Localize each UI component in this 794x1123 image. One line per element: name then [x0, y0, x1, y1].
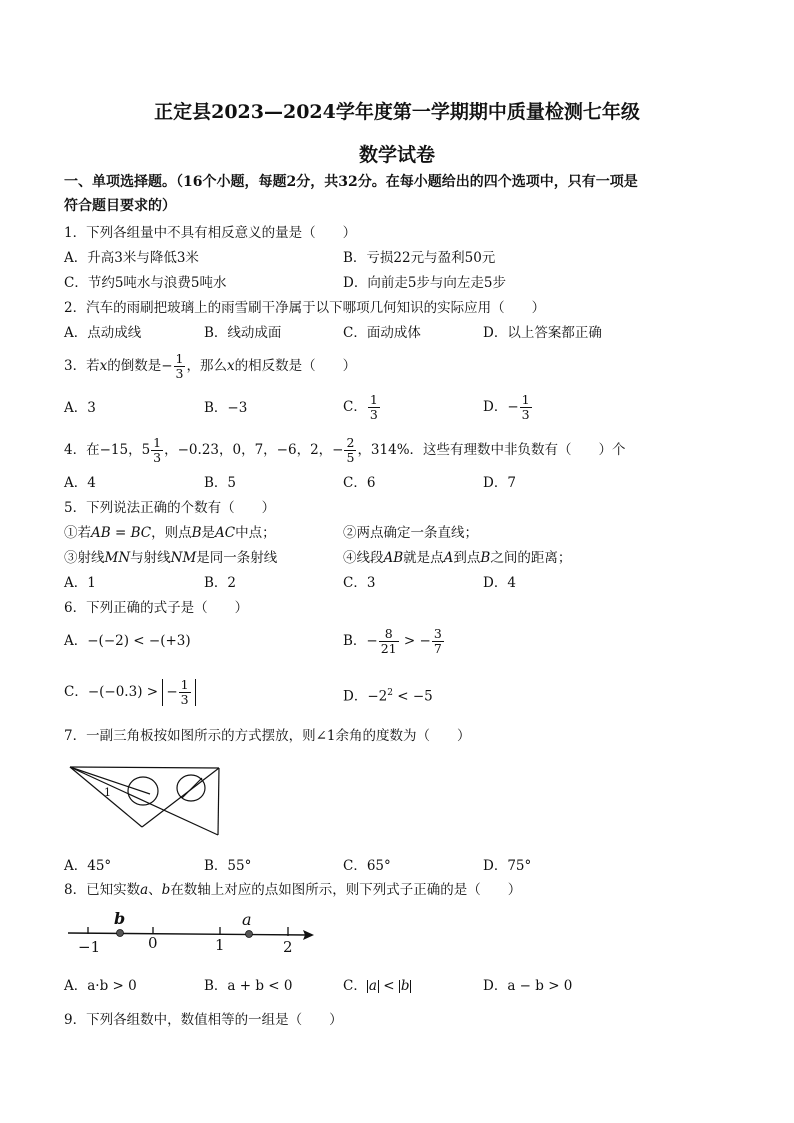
tick-label-minus-1: −1 — [78, 938, 101, 956]
q7-option-a: A．45° — [64, 858, 112, 874]
q5-statement-2: ②两点确定一条直线； — [343, 525, 478, 541]
q4-option-d: D．7 — [483, 475, 516, 491]
tick-label-2: 2 — [283, 938, 293, 956]
q4-option-a: A．4 — [64, 475, 96, 491]
absolute-value-bars: − $\frac{1}{3}$ — [162, 679, 195, 706]
tick-label-0: 0 — [148, 934, 158, 952]
q3-option-d: D．− $\frac{1}{3}$ — [483, 392, 530, 422]
q6-stem: 6．下列正确的式子是（ ） — [64, 600, 249, 616]
q7-option-d: D．75° — [483, 858, 532, 874]
number-line-axis — [68, 933, 308, 935]
q8-option-b: B．a + b < 0 — [204, 978, 293, 994]
q5-option-a: A．1 — [64, 575, 96, 591]
q5-statement-1: ①若AB = BC，则点B是AC中点； — [64, 525, 276, 541]
number-line-figure — [60, 908, 320, 958]
q5-option-d: D．4 — [483, 575, 516, 591]
q5-statement-3: ③射线MN与射线NM是同一条射线 — [64, 550, 278, 566]
point-b-label: b — [114, 909, 126, 928]
q1-option-d: D．向前走5步与向左走5步 — [343, 275, 507, 291]
q8-stem: 8．已知实数a、b在数轴上对应的点如图所示，则下列式子正确的是（ ） — [64, 882, 522, 898]
q7-option-b: B．55° — [204, 858, 252, 874]
q3-option-b: B．−3 — [204, 400, 248, 416]
point-b — [117, 930, 124, 937]
q6-option-c: C．−(−0.3) > − $\frac{1}{3}$ — [64, 672, 196, 712]
q1-stem: 1．下列各组量中不具有相反意义的量是（ ） — [64, 225, 357, 241]
q1-option-b: B．亏损22元与盈利50元 — [343, 250, 496, 266]
q2-stem: 2．汽车的雨刷把玻璃上的雨雪刷干净属于以下哪项几何知识的实际应用（ ） — [64, 300, 546, 316]
q2-option-d: D．以上答案都正确 — [483, 325, 602, 341]
tick-label-1: 1 — [215, 936, 225, 954]
q3-stem: 3．若x的倒数是− $\frac{1}{3}$ ，那么x的相反数是（ ） — [64, 351, 357, 381]
q1-option-c: C．节约5吨水与浪费5吨水 — [64, 275, 227, 291]
angle-1-label: 1 — [104, 786, 111, 799]
q8-option-c: C． a < b — [343, 977, 410, 994]
section-heading-line1: 一、单项选择题。（16个小题，每题2分，共32分。在每小题给出的四个选项中，只有一项是 — [64, 174, 638, 190]
q2-option-c: C．面动成体 — [343, 325, 421, 341]
q4-option-b: B．5 — [204, 475, 237, 491]
q8-option-a: A．a·b > 0 — [64, 978, 137, 994]
q3-option-a: A．3 — [64, 400, 96, 416]
q7-stem: 7．一副三角板按如图所示的方式摆放，则∠1余角的度数为（ ） — [64, 728, 471, 744]
exam-title: 正定县2023—2024学年度第一学期期中质量检测七年级 — [154, 101, 640, 123]
q5-option-c: C．3 — [343, 575, 376, 591]
top-edge — [70, 767, 219, 768]
triangle-set-figure — [64, 760, 234, 840]
q9-stem: 9．下列各组数中，数值相等的一组是（ ） — [64, 1012, 343, 1028]
q3-option-c: C． $\frac{1}{3}$ — [343, 392, 378, 422]
q6-option-d: D．$-2^2 < -5$ — [343, 688, 433, 705]
q7-option-c: C．65° — [343, 858, 391, 874]
q5-statement-4: ④线段AB就是点A到点B之间的距离； — [343, 550, 572, 566]
q4-option-c: C．6 — [343, 475, 376, 491]
right-vertical-edge — [218, 768, 219, 835]
q6-option-b: B．− $\frac{8}{21}$ > − $\frac{3}{7}$ — [343, 626, 442, 656]
q2-option-b: B．线动成面 — [204, 325, 282, 341]
q4-stem: 4．在−15，5 $\frac{1}{3}$ ，−0.23，0，7，−6，2，− $\frac{2}{5}$ ，314%．这些有理数中非负数有（ ）个 — [64, 435, 626, 465]
q3-fraction: $\frac{1}{3}$ — [175, 351, 184, 381]
q1-option-a: A．升高3米与降低3米 — [64, 250, 199, 266]
q5-option-b: B．2 — [204, 575, 237, 591]
q2-option-a: A．点动成线 — [64, 325, 142, 341]
point-a — [246, 931, 253, 938]
point-a-label: a — [242, 910, 252, 929]
exam-subtitle: 数学试卷 — [358, 144, 435, 166]
section-heading-line2: 符合题目要求的） — [64, 198, 176, 214]
q8-option-d: D．a − b > 0 — [483, 978, 573, 994]
q5-stem: 5．下列说法正确的个数有（ ） — [64, 500, 276, 516]
q6-option-a: A．−(−2) < −(+3) — [64, 633, 191, 649]
